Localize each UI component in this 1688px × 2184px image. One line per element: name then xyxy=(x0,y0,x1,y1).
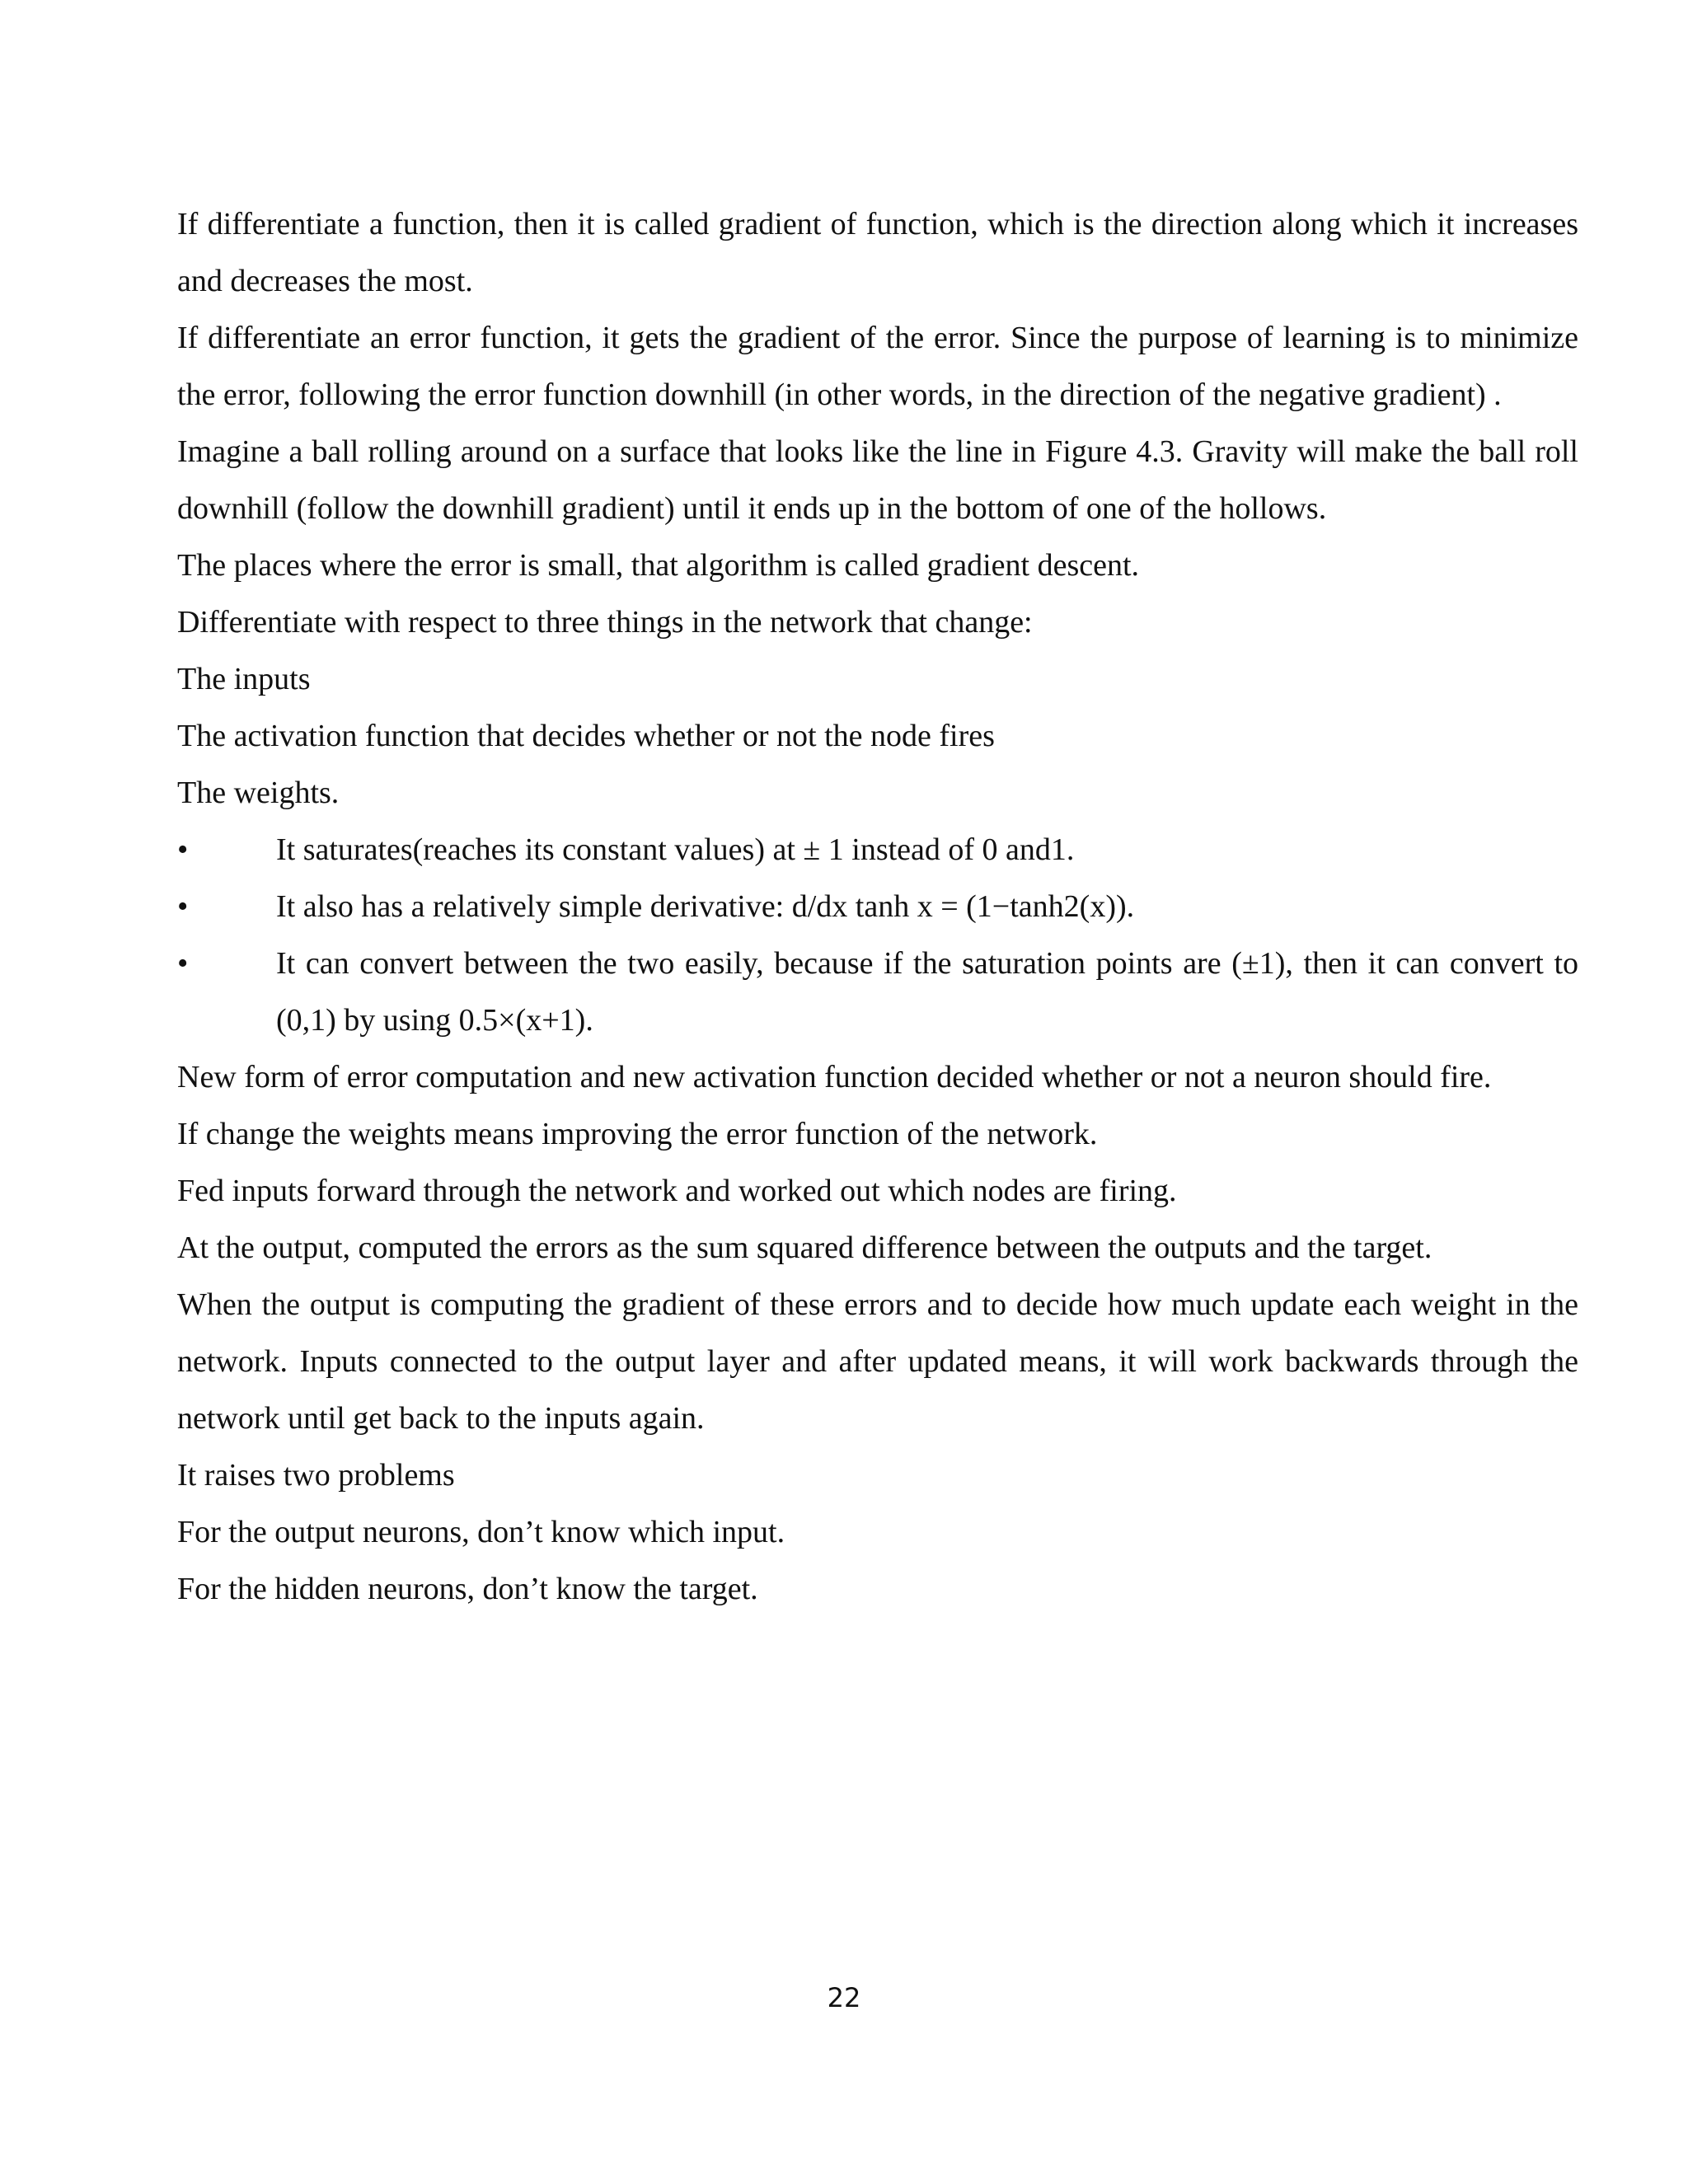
list-line-activation: The activation function that decides whether or not the node fires xyxy=(177,719,995,753)
list-line-inputs: The inputs xyxy=(177,662,311,696)
paragraph-two-problems: It raises two problems xyxy=(177,1458,455,1493)
page-number: 22 xyxy=(827,1982,861,2013)
paragraph-output-neurons: For the output neurons, don’t know which input. xyxy=(177,1515,785,1549)
bullet-item-saturates xyxy=(177,822,1578,879)
list-line-weights: The weights. xyxy=(177,776,340,810)
paragraph-gradient-descent: The places where the error is small, that algorithm is called gradient descent. xyxy=(177,548,1140,583)
paragraph-output-errors: At the output, computed the errors as the sum squared difference between the outputs and the target. xyxy=(177,1230,1432,1265)
paragraph-backwards: When the output is computing the gradient of these errors and to decide how much update each weight in the network. Inputs connected to the output layer and after updated means, it will work backwards through the network until get back to the inputs again. xyxy=(177,1287,1578,1436)
paragraph-hidden-neurons: For the hidden neurons, don’t know the target. xyxy=(177,1572,758,1606)
bullet-text: It also has a relatively simple derivative: d/dx tanh x = (1−tanh2(x)). xyxy=(276,889,1135,924)
bullet-item-convert xyxy=(177,935,1578,1049)
body-text xyxy=(177,196,1578,1618)
paragraph-gradient-definition: If differentiate a function, then it is called gradient of function, which is the direction along which it increases and decreases the most. xyxy=(177,207,1578,298)
bullet-icon: • xyxy=(177,832,189,867)
bullet-text: It can convert between the two easily, because if the saturation points are (±1), then it can convert to (0,1) by using 0.5×(x+1). xyxy=(276,946,1578,1038)
bullet-item-derivative xyxy=(177,879,1578,935)
paragraph-change-weights: If change the weights means improving the error function of the network. xyxy=(177,1117,1098,1151)
paragraph-ball-analogy: Imagine a ball rolling around on a surface that looks like the line in Figure 4.3. Gravity will make the ball roll downhill (follow the downhill gradient) until it ends up in the bottom of one of the hollows. xyxy=(177,434,1578,526)
paragraph-three-things: Differentiate with respect to three things in the network that change: xyxy=(177,605,1033,640)
paragraph-new-form: New form of error computation and new activation function decided whether or not a neuron should fire. xyxy=(177,1060,1492,1094)
bullet-text: It saturates(reaches its constant values) at ± 1 instead of 0 and1. xyxy=(276,832,1075,867)
paragraph-fed-inputs: Fed inputs forward through the network and worked out which nodes are firing. xyxy=(177,1174,1177,1208)
bullet-icon: • xyxy=(177,889,189,924)
bullet-icon: • xyxy=(177,946,189,981)
paragraph-error-gradient: If differentiate an error function, it gets the gradient of the error. Since the purpose of learning is to minimize the error, following the error function downhill (in other words, in the direction of the negative gradient) . xyxy=(177,321,1578,412)
